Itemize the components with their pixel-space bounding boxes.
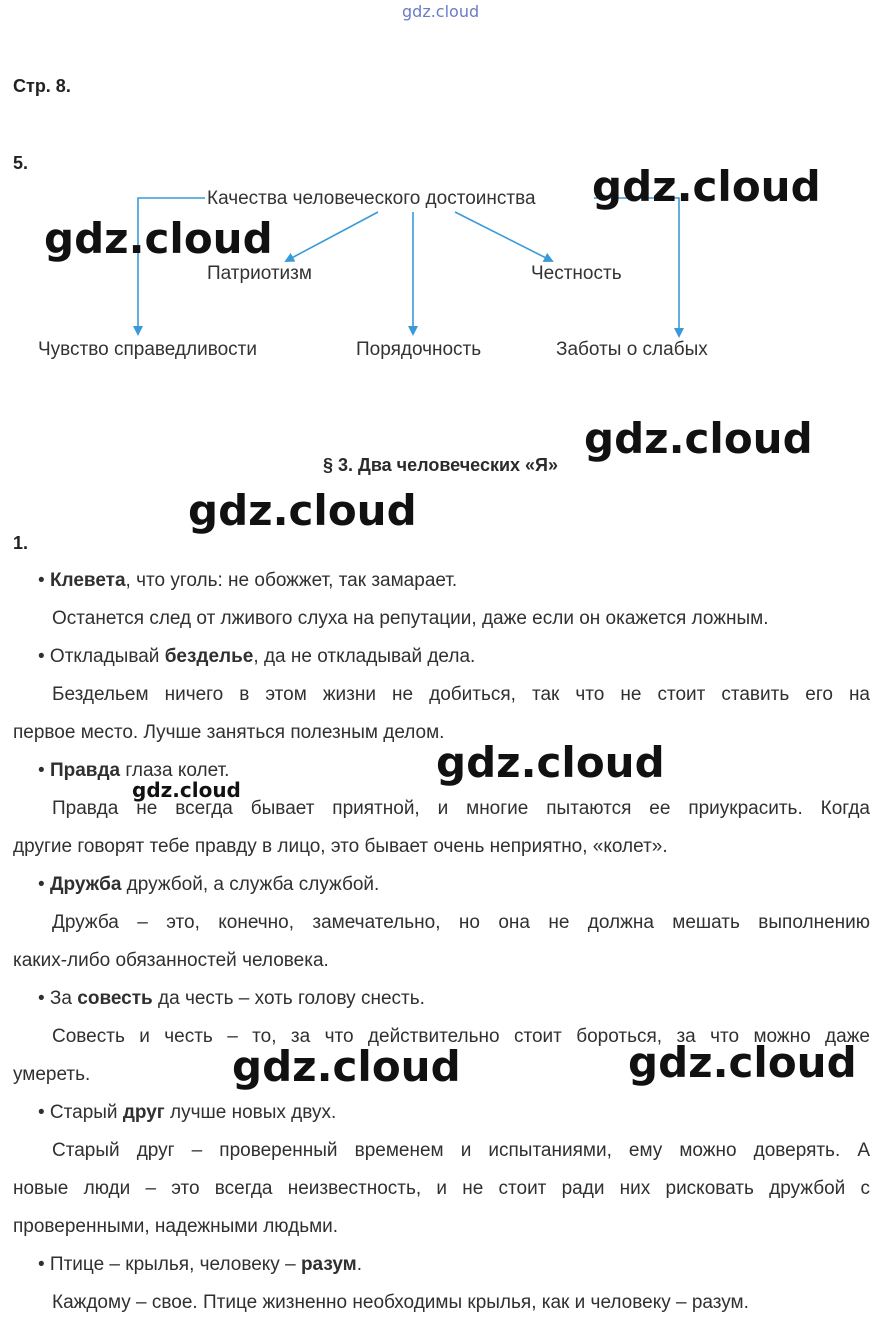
explanation-6-line-1: Старый друг – проверенный временем и испытаниями, ему можно доверять. А	[52, 1140, 870, 1161]
explanation-3-line-2: другие говорят тебе правду в лицо, это бывает очень неприятно, «колет».	[13, 836, 668, 857]
diagram-node-decency: Порядочность	[356, 339, 482, 360]
watermark: gdz.cloud	[592, 162, 821, 211]
arrow-to-honesty	[455, 212, 552, 261]
diagram-root: Качества человеческого достоинства	[207, 188, 536, 209]
watermark: gdz.cloud	[436, 738, 665, 787]
proverb-4: • Дружба дружбой, а служба службой.	[38, 874, 380, 895]
diagram-node-honesty: Честность	[531, 263, 622, 284]
explanation-7-line-1: Каждому – свое. Птице жизненно необходимы крылья, как и человеку – разум.	[52, 1292, 749, 1313]
watermark: gdz.cloud	[188, 486, 417, 535]
proverb-2: • Откладывай безделье, да не откладывай дела.	[38, 646, 476, 667]
watermark: gdz.cloud	[584, 414, 813, 463]
proverb-5: • За совесть да честь – хоть голову снесть.	[38, 988, 425, 1009]
explanation-4-line-2: каких-либо обязанностей человека.	[13, 950, 329, 971]
explanation-4-line-1: Дружба – это, конечно, замечательно, но она не должна мешать выполнению	[52, 912, 870, 933]
proverb-3: • Правда глаза колет.	[38, 760, 230, 781]
watermark: gdz.cloud	[232, 1042, 461, 1091]
watermark: gdz.cloud	[44, 214, 273, 263]
explanation-6-line-3: проверенными, надежными людьми.	[13, 1216, 339, 1237]
explanation-5-line-2: умереть.	[13, 1064, 91, 1085]
watermark: gdz.cloud	[628, 1038, 857, 1087]
arrow-to-patriotism	[286, 212, 378, 261]
explanation-3-line-1: Правда не всегда бывает приятной, и многие пытаются ее приукрасить. Когда	[52, 798, 870, 819]
task-1-number: 1.	[13, 533, 29, 553]
diagram-node-care: Заботы о слабых	[556, 339, 708, 360]
proverb-1: • Клевета, что уголь: не обожжет, так замарает.	[38, 570, 458, 591]
diagram-node-patriotism: Патриотизм	[207, 263, 312, 284]
explanation-2-line-2: первое место. Лучше заняться полезным делом.	[13, 722, 445, 743]
page-reference: Стр. 8.	[13, 76, 71, 96]
explanation-2-line-1: Бездельем ничего в этом жизни не добиться, так что не стоит ставить его на	[52, 684, 870, 705]
explanation-1-line-1: Останется след от лживого слуха на репутации, даже если он окажется ложным.	[52, 608, 769, 629]
explanation-5-line-1: Совесть и честь – то, за что действительно стоит бороться, за что можно даже	[52, 1026, 870, 1047]
watermark-small: gdz.cloud	[132, 778, 241, 802]
proverb-7: • Птице – крылья, человеку – разум.	[38, 1254, 362, 1275]
section-title: § 3. Два человеческих «Я»	[322, 455, 558, 475]
proverb-6: • Старый друг лучше новых двух.	[38, 1102, 337, 1123]
diagram-node-justice: Чувство справедливости	[38, 339, 257, 360]
task-5-number: 5.	[13, 153, 29, 173]
explanation-6-line-2: новые люди – это всегда неизвестность, и не стоит ради них рисковать дружбой с	[13, 1178, 870, 1199]
watermark-top: gdz.cloud	[402, 2, 480, 21]
